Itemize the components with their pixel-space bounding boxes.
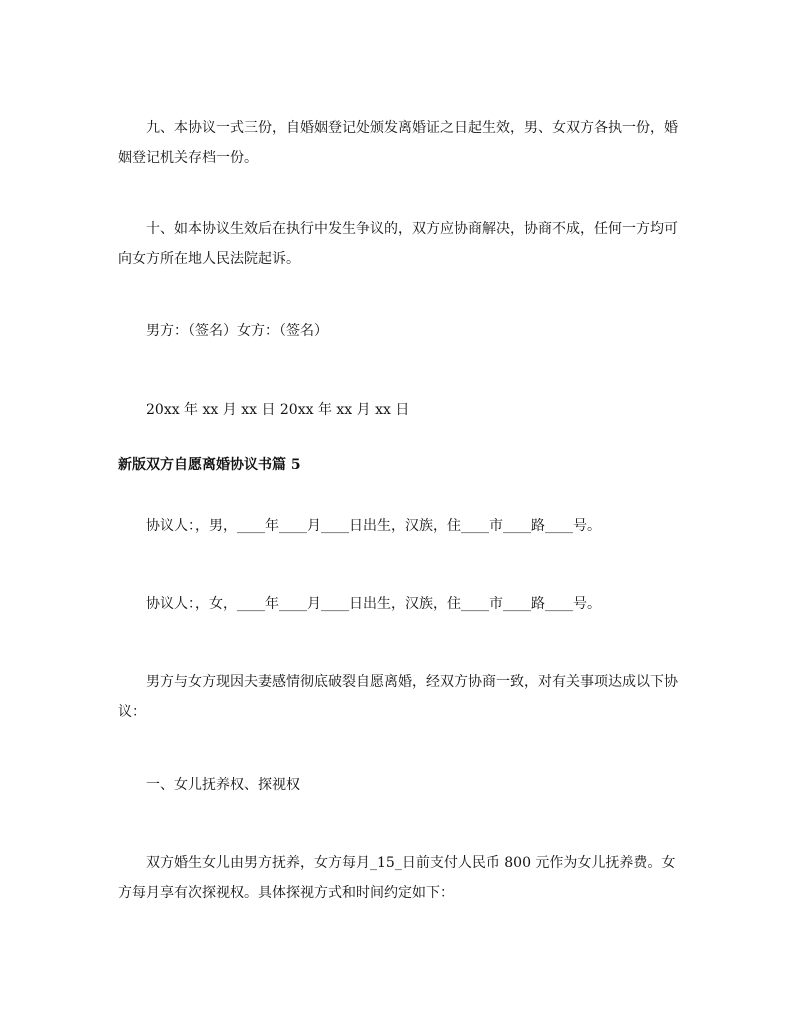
paragraph-article-9: 九、本协议一式三份，自婚姻登记处颁发离婚证之日起生效，男、女双方各执一份，婚姻登记机关存档一份。 <box>118 120 678 166</box>
paragraph-article-10: 十、如本协议生效后在执行中发生争议的，双方应协商解决，协商不成，任何一方均可向女方所在地人民法院起诉。 <box>118 221 678 267</box>
signature-line: 男方：（签名）女方：（签名） <box>146 323 328 339</box>
section-heading: 新版双方自愿离婚协议书篇 5 <box>118 457 301 473</box>
date-line: 20xx 年 xx 月 xx 日 20xx 年 xx 月 xx 日 <box>146 402 410 418</box>
item-1-heading: 一、女儿抚养权、探视权 <box>146 777 300 793</box>
intro-paragraph: 男方与女方现因夫妻感情彻底破裂自愿离婚，经双方协商一致，对有关事项达成以下协议： <box>118 674 678 720</box>
party-male-line: 协议人：，男，____年____月____日出生，汉族，住____市____路____号。 <box>146 518 601 534</box>
item-1-body: 双方婚生女儿由男方抚养，女方每月_15_日前支付人民币 800 元作为女儿抚养费。女方每月享有次探视权。具体探视方式和时间约定如下： <box>118 855 676 901</box>
party-female-line: 协议人：，女，____年____月____日出生，汉族，住____市____路____号。 <box>146 596 601 612</box>
